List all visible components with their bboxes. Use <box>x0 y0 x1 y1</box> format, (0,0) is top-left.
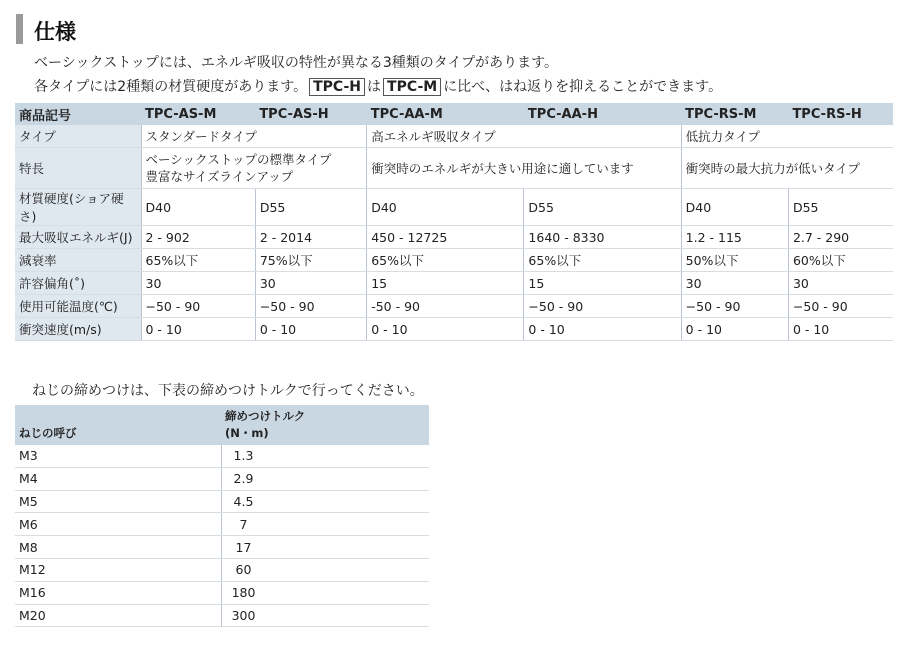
table-cell: −50 - 90 <box>681 295 788 318</box>
torque-value: 60 <box>235 562 252 578</box>
table-cell: 0 - 10 <box>255 318 366 341</box>
spec-header-row <box>15 103 893 125</box>
intro-line-2 <box>34 76 722 96</box>
table-row <box>15 513 429 536</box>
screw-size: M8 <box>15 536 221 559</box>
table-row <box>15 445 429 467</box>
intro-line-1: ベーシックストップには、エネルギ吸収の特性が異なる3種類のタイプがあります。 <box>34 55 558 71</box>
table-cell: 0 - 10 <box>524 318 681 341</box>
row-label: 特長 <box>15 148 141 189</box>
table-cell: 1640 - 8330 <box>524 226 681 249</box>
screw-size: M20 <box>15 604 221 627</box>
row-label: 使用可能温度(℃) <box>15 295 141 318</box>
torque-header-row <box>15 405 429 445</box>
spec-header-cell: TPC-AA-H <box>524 103 681 125</box>
table-row <box>15 490 429 513</box>
table-cell: 30 <box>141 272 255 295</box>
table-cell: 0 - 10 <box>141 318 255 341</box>
spec-row-feature <box>15 148 893 189</box>
screw-size: M12 <box>15 558 221 581</box>
page-title: 仕様 <box>34 20 76 44</box>
row-label: 衝突速度(m/s) <box>15 318 141 341</box>
spec-header-cell: TPC-AS-M <box>141 103 255 125</box>
table-row <box>15 295 893 318</box>
intro-line-2-a: 各タイプには2種類の材質硬度があります。 <box>34 79 308 95</box>
torque-value-cell <box>221 490 429 513</box>
table-row <box>15 272 893 295</box>
title-accent-bar <box>16 14 23 44</box>
torque-value-cell <box>221 467 429 490</box>
table-cell: 65%以下 <box>141 249 255 272</box>
type-cell: スタンダードタイプ <box>141 125 367 148</box>
torque-value-cell <box>221 558 429 581</box>
type-cell: 低抗力タイプ <box>681 125 893 148</box>
torque-value-cell <box>221 513 429 536</box>
row-label: 最大吸収エネルギ(J) <box>15 226 141 249</box>
torque-note: ねじの締めつけは、下表の締めつけトルクで行ってください。 <box>32 383 424 399</box>
table-cell: 2 - 902 <box>141 226 255 249</box>
table-cell: 15 <box>367 272 524 295</box>
table-cell: 450 - 12725 <box>367 226 524 249</box>
feature-cell: ベーシックストップの標準タイプ 豊富なサイズラインアップ <box>141 148 367 189</box>
feature-cell: 衝突時のエネルギが大きい用途に適しています <box>367 148 681 189</box>
torque-value: 1.3 <box>233 448 254 464</box>
table-cell: −50 - 90 <box>141 295 255 318</box>
table-cell: 2.7 - 290 <box>788 226 893 249</box>
torque-value-cell <box>221 445 429 467</box>
spec-table <box>15 103 893 341</box>
torque-header-line2: (N・m) <box>225 426 269 440</box>
table-cell: −50 - 90 <box>255 295 366 318</box>
table-cell: D40 <box>141 189 255 226</box>
torque-table <box>15 405 429 627</box>
tag-tpc-m: TPC-M <box>383 78 441 96</box>
table-cell: 15 <box>524 272 681 295</box>
table-cell: 1.2 - 115 <box>681 226 788 249</box>
table-cell: D55 <box>788 189 893 226</box>
torque-value-cell <box>221 536 429 559</box>
table-cell: 30 <box>681 272 788 295</box>
table-row <box>15 604 429 627</box>
table-cell: 30 <box>788 272 893 295</box>
torque-value: 4.5 <box>233 493 254 509</box>
table-row <box>15 467 429 490</box>
table-cell: D55 <box>255 189 366 226</box>
spec-row-type <box>15 125 893 148</box>
torque-value: 300 <box>231 607 256 623</box>
screw-size: M16 <box>15 581 221 604</box>
torque-value: 180 <box>231 585 256 601</box>
table-cell: 65%以下 <box>524 249 681 272</box>
table-cell: 65%以下 <box>367 249 524 272</box>
row-label: タイプ <box>15 125 141 148</box>
spec-header-cell: TPC-RS-H <box>788 103 893 125</box>
screw-size: M5 <box>15 490 221 513</box>
table-row <box>15 581 429 604</box>
table-row <box>15 249 893 272</box>
spec-header-cell: TPC-AS-H <box>255 103 366 125</box>
table-cell: D55 <box>524 189 681 226</box>
table-cell: 50%以下 <box>681 249 788 272</box>
row-label: 材質硬度(ショア硬さ) <box>15 189 141 226</box>
torque-value: 7 <box>239 516 248 532</box>
spec-header-cell: TPC-RS-M <box>681 103 788 125</box>
table-cell: 60%以下 <box>788 249 893 272</box>
spec-header-cell: TPC-AA-M <box>367 103 524 125</box>
table-cell: −50 - 90 <box>788 295 893 318</box>
table-cell: D40 <box>367 189 524 226</box>
row-label: 許容偏角(˚) <box>15 272 141 295</box>
table-cell: 0 - 10 <box>788 318 893 341</box>
row-label: 減衰率 <box>15 249 141 272</box>
table-row <box>15 189 893 226</box>
table-cell: D40 <box>681 189 788 226</box>
table-cell: -50 - 90 <box>367 295 524 318</box>
type-cell: 高エネルギ吸収タイプ <box>367 125 681 148</box>
table-cell: 30 <box>255 272 366 295</box>
torque-header-size: ねじの呼び <box>15 405 221 445</box>
screw-size: M6 <box>15 513 221 536</box>
spec-header-cell: 商品記号 <box>15 103 141 125</box>
table-cell: 0 - 10 <box>367 318 524 341</box>
table-cell: 2 - 2014 <box>255 226 366 249</box>
table-row <box>15 558 429 581</box>
intro-line-2-b: は <box>367 79 382 95</box>
torque-header-torque <box>221 405 429 445</box>
torque-value-cell <box>221 604 429 627</box>
table-row <box>15 318 893 341</box>
intro-line-2-c: に比べ、はね返りを抑えることができます。 <box>443 79 723 95</box>
feature-cell: 衝突時の最大抗力が低いタイプ <box>681 148 893 189</box>
tag-tpc-h: TPC-H <box>309 78 365 96</box>
screw-size: M4 <box>15 467 221 490</box>
table-row <box>15 536 429 559</box>
torque-value: 2.9 <box>233 471 254 487</box>
table-cell: 75%以下 <box>255 249 366 272</box>
torque-value-cell <box>221 581 429 604</box>
torque-header-line1: 締めつけトルク <box>225 409 306 423</box>
screw-size: M3 <box>15 445 221 467</box>
table-cell: −50 - 90 <box>524 295 681 318</box>
table-cell: 0 - 10 <box>681 318 788 341</box>
torque-value: 17 <box>235 539 252 555</box>
table-row <box>15 226 893 249</box>
